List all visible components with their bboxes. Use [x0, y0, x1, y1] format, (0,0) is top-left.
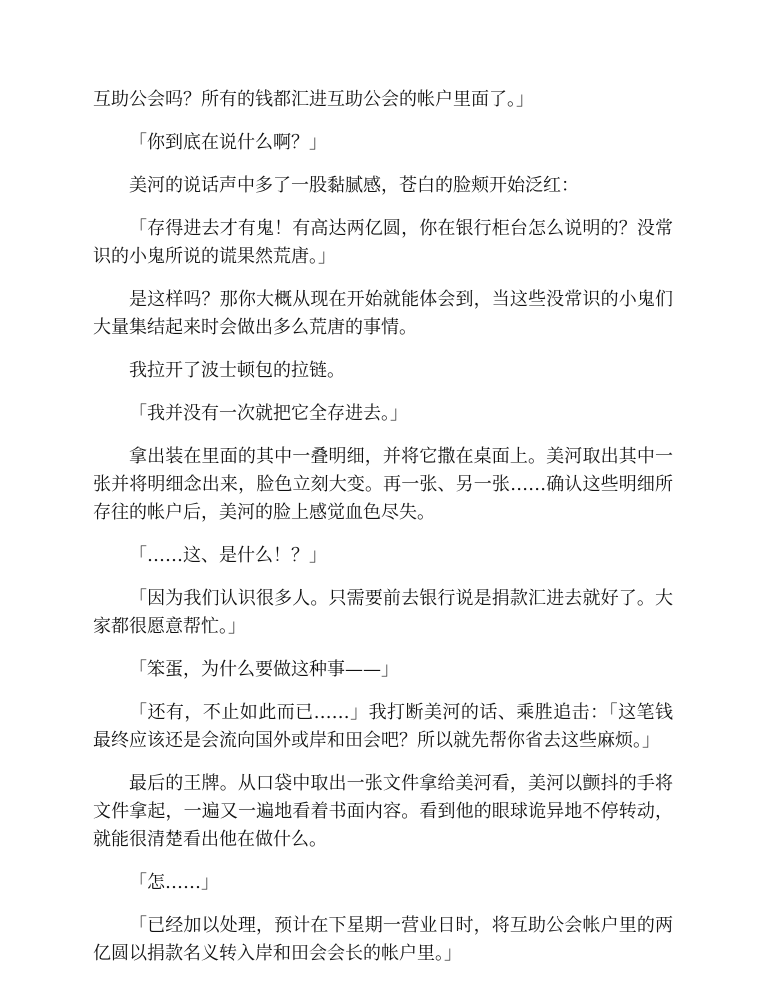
paragraph: 美河的说话声中多了一股黏腻感，苍白的脸颊开始泛红： — [129, 175, 579, 196]
paragraph: 「笨蛋，为什么要做这种事——」 — [129, 659, 399, 680]
paragraph: 最后的王牌。从口袋中取出一张文件拿给美河看，美河以颤抖的手将文件拿起，一遍又一遍地看着书面内容。看到他的眼球诡异地不停转动，就能很清楚看出他在做什么。 — [93, 773, 673, 850]
paragraph: 我拉开了波士顿包的拉链。 — [129, 360, 345, 381]
paragraph: 「存得进去才有鬼！有高达两亿圆，你在银行柜台怎么说明的？没常识的小鬼所说的谎果然荒唐。」 — [93, 218, 673, 267]
paragraph: 「因为我们认识很多人。只需要前去银行说是捐款汇进去就好了。大家都很愿意帮忙。」 — [93, 588, 673, 637]
paragraph: 「你到底在说什么啊？」 — [129, 132, 327, 153]
paragraph: 「还有，不止如此而已……」我打断美河的话、乘胜追击：「这笔钱最终应该还是会流向国外或岸和田会吧？所以就先帮你省去这些麻烦。」 — [93, 702, 673, 751]
body-text — [93, 86, 673, 983]
paragraph: 「怎……」 — [129, 872, 219, 893]
paragraph: 「……这、是什么！？」 — [129, 545, 327, 566]
paragraph: 「我并没有一次就把它全存进去。」 — [129, 403, 408, 424]
paragraph: 是这样吗？那你大概从现在开始就能体会到，当这些没常识的小鬼们大量集结起来时会做出多么荒唐的事情。 — [93, 289, 673, 338]
paragraph: 拿出装在里面的其中一叠明细，并将它撒在桌面上。美河取出其中一张并将明细念出来，脸色立刻大变。再一张、另一张……确认这些明细所存往的帐户后，美河的脸上感觉血色尽失。 — [93, 446, 673, 523]
paragraph: 「已经加以处理，预计在下星期一营业日时，将互助公会帐户里的两亿圆以捐款名义转入岸和田会会长的帐户里。」 — [93, 915, 673, 964]
paragraph: 互助公会吗？所有的钱都汇进互助公会的帐户里面了。」 — [93, 89, 534, 110]
